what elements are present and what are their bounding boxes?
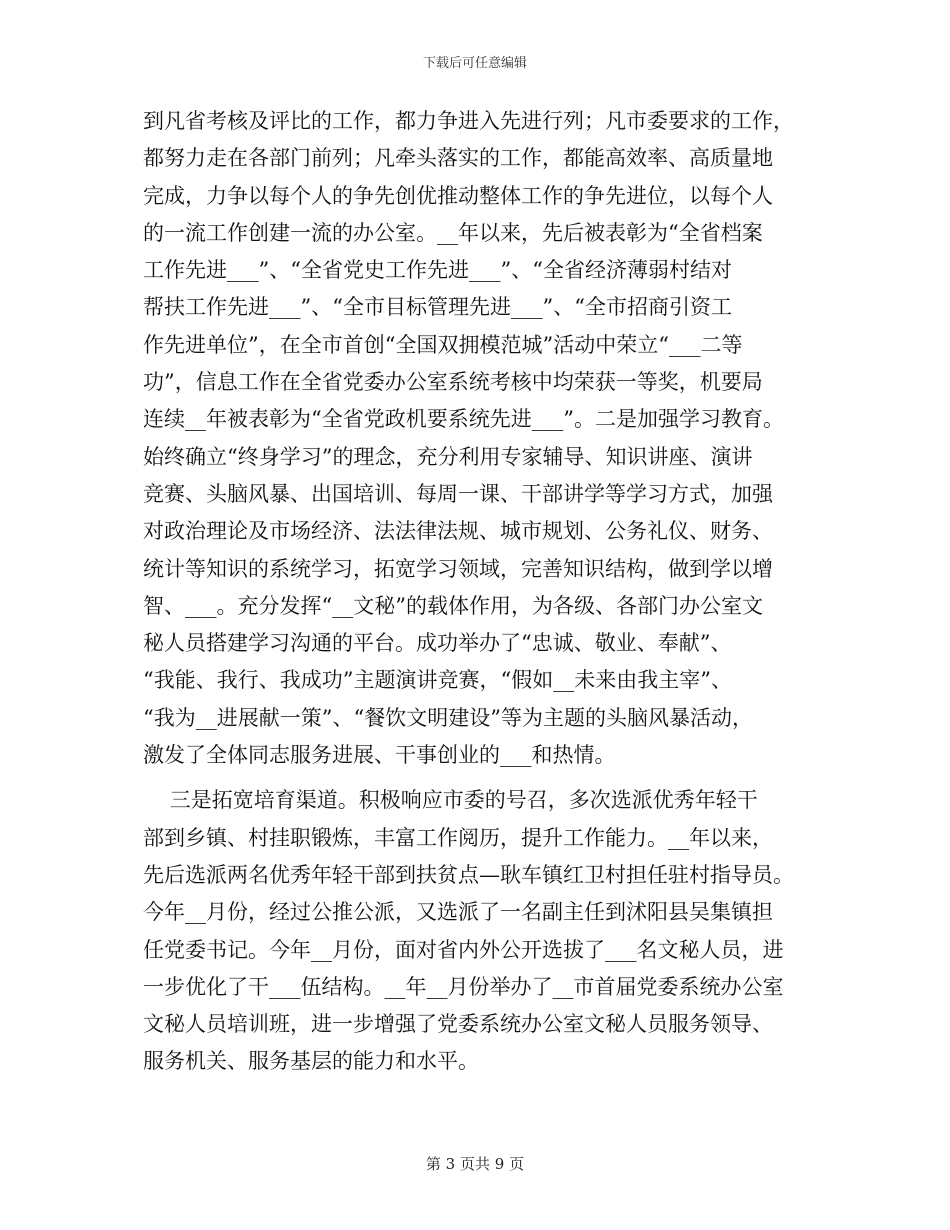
text-line: 统计等知识的系统学习，拓宽学习领域，完善知识结构，做到学以增 — [143, 556, 773, 581]
text-line: 功”，信息工作在全省党委办公室系统考核中均荣获一等奖，机要局 — [143, 370, 763, 395]
text-line: 的一流工作创建一流的办公室。__年以来，先后被表彰为“全省档案 — [143, 220, 763, 245]
page-header: 下载后可任意编辑 — [422, 56, 527, 71]
text-line: “我能、我行、我成功”主题演讲竞赛，“假如__未来由我主宰”、 — [143, 668, 732, 693]
paragraph-2 — [143, 782, 843, 1080]
text-line: 今年__月份，经过公推公派，又选派了一名副主任到沭阳县吴集镇担 — [143, 900, 773, 925]
text-line: 部到乡镇、村挂职锻炼，丰富工作阅历，提升工作能力。__年以来， — [143, 825, 773, 850]
paragraph-gap — [143, 774, 843, 782]
text-line: 工作先进___”、“全省党史工作先进___”、“全省经济薄弱村结对 — [143, 258, 732, 283]
text-line: 文秘人员培训班，进一步增强了党委系统办公室文秘人员服务领导、 — [143, 1012, 773, 1037]
text-line: 连续__年被表彰为“全省党政机要系统先进___”。二是加强学习教育。 — [143, 407, 784, 432]
text-line: 到凡省考核及评比的工作，都力争进入先进行列；凡市委要求的工作， — [143, 109, 794, 133]
text-line: 三是拓宽培育渠道。积极响应市委的号召，多次选派优秀年轻干 — [143, 788, 758, 813]
text-line: 对政治理论及市场经济、法法律法规、城市规划、公务礼仪、财务、 — [143, 519, 773, 544]
text-line: “我为__进展献一策”、“餐饮文明建设”等为主题的头脑风暴活动， — [143, 705, 753, 730]
text-line: 任党委书记。今年__月份，面对省内外公开选拔了___名文秘人员，进 — [143, 937, 784, 962]
text-line: 帮扶工作先进___”、“全市目标管理先进___”、“全市招商引资工 — [143, 295, 732, 320]
text-line: 秘人员搭建学习沟通的平台。成功举办了“忠诚、敬业、奉献”、 — [143, 631, 732, 656]
paragraph-1 — [143, 103, 843, 774]
text-line: 激发了全体同志服务进展、干事创业的___和热情。 — [143, 743, 616, 768]
text-line: 都努力走在各部门前列；凡牵头落实的工作，都能高效率、高质量地 — [143, 146, 773, 171]
text-line: 完成，力争以每个人的争先创优推动整体工作的争先进位，以每个人 — [143, 183, 773, 208]
text-line: 竞赛、头脑风暴、出国培训、每周一课、干部讲学等学习方式，加强 — [143, 481, 773, 506]
text-line: 智、___。充分发挥“__文秘”的载体作用，为各级、各部门办公室文 — [143, 593, 763, 618]
text-line: 一步优化了干___伍结构。__年__月份举办了__市首届党委系统办公室 — [143, 974, 784, 999]
document-body — [143, 103, 843, 1081]
page-footer: 第 3 页共 9 页 — [425, 1155, 525, 1173]
text-line: 先后选派两名优秀年轻干部到扶贫点—耿车镇红卫村担任驻村指导员。 — [143, 862, 794, 887]
text-line: 服务机关、服务基层的能力和水平。 — [143, 1049, 479, 1074]
text-line: 作先进单位”，在全市首创“全国双拥模范城”活动中荣立“___二等 — [143, 332, 743, 357]
text-line: 始终确立“终身学习”的理念，充分利用专家辅导、知识讲座、演讲 — [143, 444, 753, 469]
